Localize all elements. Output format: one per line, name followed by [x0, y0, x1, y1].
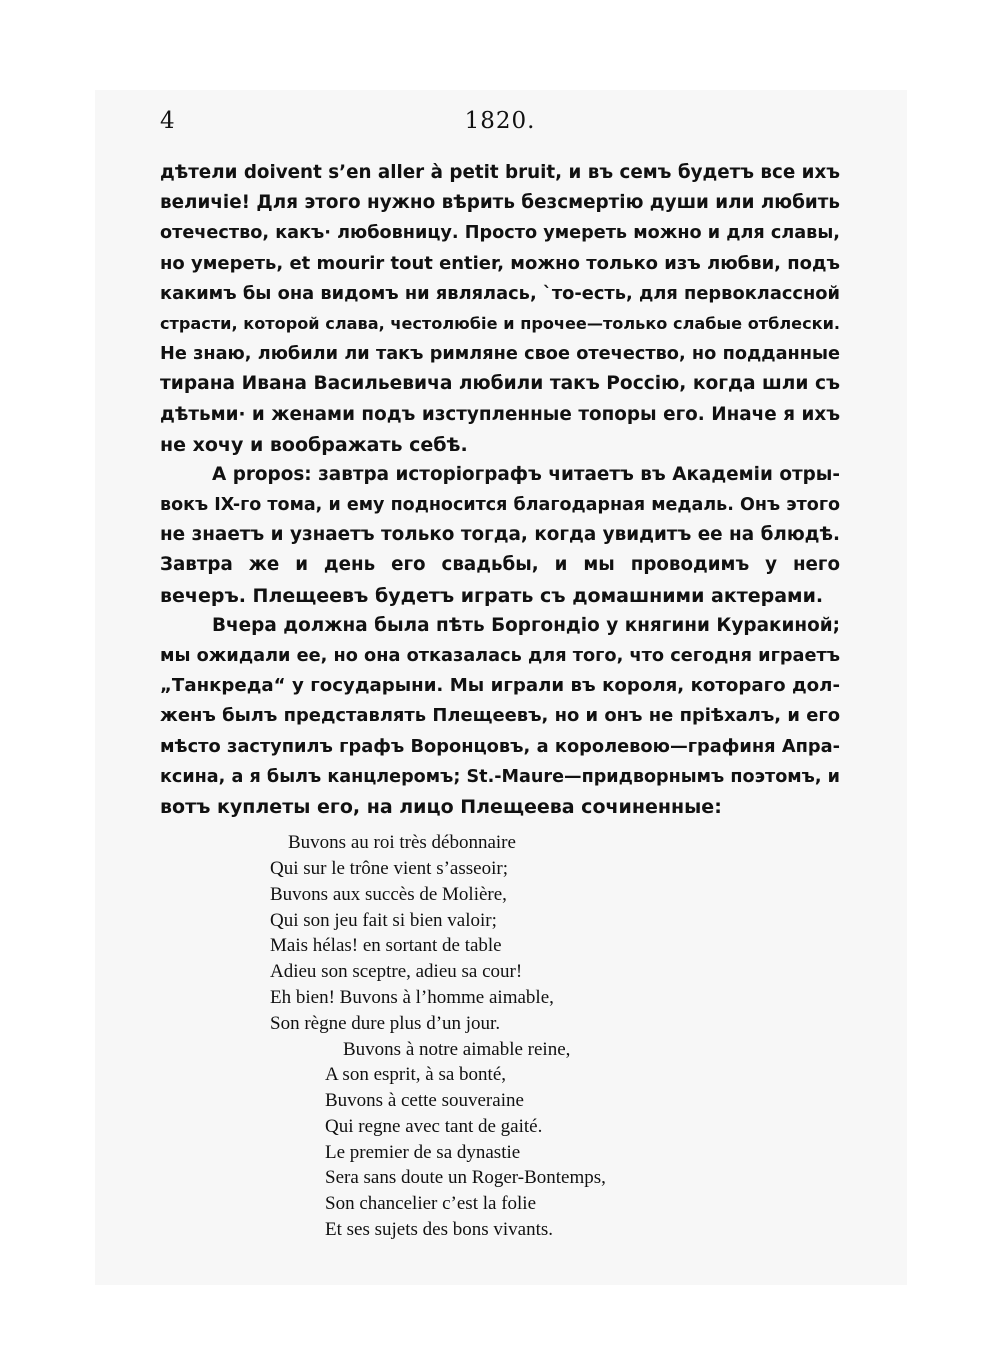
verse-line: Buvons aux succès de Molière,	[270, 883, 507, 905]
text-line: тирана Ивана Васильевича любили такъ Россію, когда шли съ	[160, 373, 840, 395]
paragraph-2	[160, 460, 840, 611]
verse-line: A son esprit, à sa bonté,	[325, 1064, 507, 1086]
page-number: 4	[160, 108, 175, 134]
text-line: какимъ бы она видомъ ни являлась, ˋто-есть, для первоклассной	[160, 282, 840, 304]
text-line: Завтра же и день его свадьбы, и мы проводимъ у него	[160, 554, 840, 576]
verse-line: Buvons au roi très débonnaire	[288, 832, 516, 854]
verse-line: Mais hélas! en sortant de table	[270, 935, 502, 957]
verse-line: Eh bien! Buvons à l’homme aimable,	[270, 986, 554, 1008]
verse-line: Qui sur le trône vient s’asseoir;	[270, 857, 508, 879]
verse-line: Et ses sujets des bons vivants.	[325, 1219, 553, 1241]
text-line: Не знаю, любили ли такъ римляне свое отечество, но подданные	[160, 344, 840, 365]
verse-line: Le premier de sa dynastie	[325, 1141, 521, 1163]
text-line: A propos: завтра исторіографъ читаетъ въ Академіи отры-	[212, 463, 840, 485]
text-line: „Танкреда“ у государыни. Мы играли въ короля, котораго дол-	[160, 675, 840, 697]
text-line: дѣтели doivent s’en aller à petit bruit, и въ семъ будетъ все ихъ	[160, 162, 840, 183]
text-line: ксина, а я былъ канцлеромъ; St.-Maure—придворнымъ поэтомъ, и	[160, 766, 840, 787]
verse-line: Son chancelier c’est la folie	[325, 1193, 537, 1215]
text-line: не хочу и воображать себѣ.	[160, 433, 468, 456]
verse-line: Adieu son sceptre, adieu sa cour!	[270, 961, 523, 983]
verse-line: Son règne dure plus d’un jour.	[270, 1012, 501, 1034]
text-line: не знаетъ и узнаетъ только тогда, когда увидитъ ее на блюдѣ.	[160, 524, 840, 546]
text-line: вокъ IX-го тома, и ему подносится благодарная медаль. Онъ этого	[160, 495, 840, 516]
paragraph-1	[160, 158, 840, 460]
text-line: страсти, которой слава, честолюбіе и прочее—только слабые отблески.	[160, 313, 840, 333]
verse-line: Buvons à cette souveraine	[325, 1090, 524, 1112]
verse-line: Sera sans doute un Roger-Bontemps,	[325, 1167, 606, 1189]
text-line: Вчера должна была пѣть Боргондіо у княгини Куракиной;	[212, 614, 840, 636]
text-line: отечество, какъ· любовницу. Просто умереть можно и для славы,	[160, 223, 840, 244]
paragraph-3	[160, 611, 840, 822]
text-line: мѣсто заступилъ графъ Воронцовъ, а королевою—графиня Апра-	[160, 735, 840, 757]
poem-stanza-1	[160, 830, 840, 1036]
poem	[160, 830, 840, 1243]
text-line: женъ былъ представлять Плещеевъ, но и онъ не пріѣхалъ, и его	[160, 705, 840, 727]
book-page	[160, 108, 840, 1243]
text-line: величіе! Для этого нужно вѣрить безсмертію души или любить	[160, 192, 840, 214]
verse-line: Qui son jeu fait si bien valoir;	[270, 909, 497, 931]
verse-line: Buvons à notre aimable reine,	[343, 1038, 571, 1060]
text-line: вечеръ. Плещеевъ будетъ играть съ домашними актерами.	[160, 584, 824, 607]
text-line: вотъ куплеты его, на лицо Плещеева сочиненные:	[160, 795, 722, 818]
page-header	[160, 108, 840, 148]
text-line: дѣтьми· и женами подъ изступленные топоры его. Иначе я ихъ	[160, 403, 840, 425]
prose-text	[160, 158, 840, 822]
verse-line: Qui regne avec tant de gaité.	[325, 1115, 543, 1137]
text-line: но умереть, et mourir tout entier, можно только изъ любви, подъ	[160, 252, 840, 274]
poem-stanza-2	[160, 1037, 840, 1243]
running-head-year: 1820.	[464, 108, 536, 134]
text-line: мы ожидали ее, но она отказалась для того, что сегодня играетъ	[160, 646, 840, 666]
